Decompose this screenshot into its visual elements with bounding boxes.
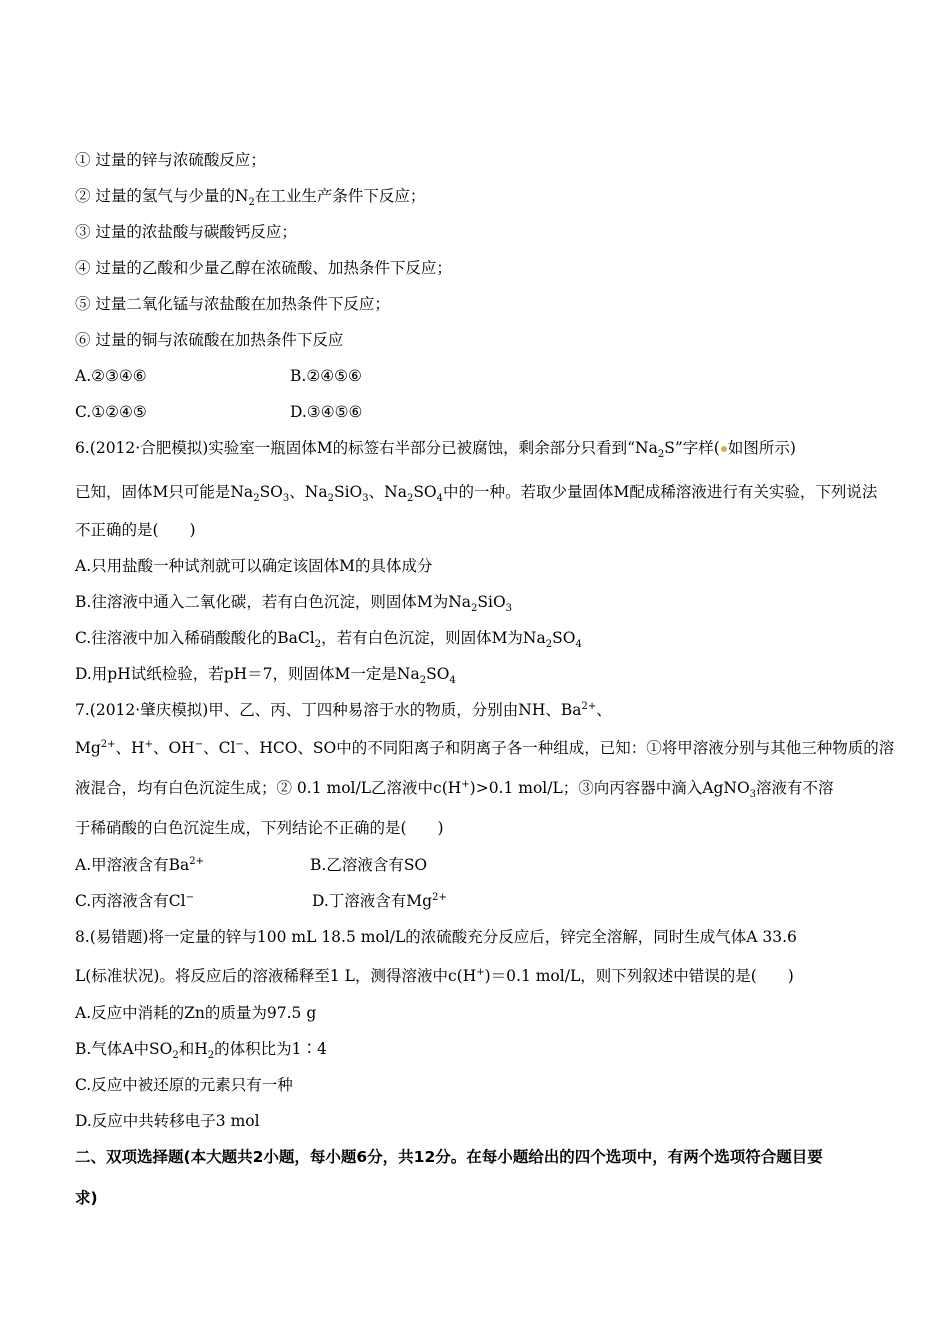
q8-stem-line1: 8.(易错题)将一定量的锌与100 mL 18.5 mol/L的浓硫酸充分反应后，锌完全溶解，同时生成气体A 33.6 (75, 928, 797, 946)
q5-option-a: A.②③④⑥ (75, 367, 147, 385)
q7-stem-line2: $Mg^{2+}$、H+、OH−、Cl−、HCO、SO中的不同阳离子和阴离子各一种组成，已知：①将甲溶液分别与其他三种物质的溶 (75, 738, 895, 757)
q7-stem-line1: 7.(2012·肇庆模拟)甲、乙、丙、丁四种易溶于水的物质，分别由NH、$Ba^{2+}$、 (75, 700, 612, 719)
q7-option-a: A.甲溶液含有$Ba^{2+}$ (75, 855, 205, 874)
q6-stem-line3: 不正确的是( ) (75, 521, 196, 539)
q5-option-d: D.③④⑤⑥ (290, 403, 363, 421)
section-heading-line2: 求) (75, 1189, 98, 1207)
q6-option-c: C.往溶液中加入稀硝酸酸化的BaCl$_2$，若有白色沉淀，则固体M为$Na_2SO_4$ (75, 629, 582, 651)
list-item-5: ⑤ 过量二氧化锰与浓盐酸在加热条件下反应； (75, 295, 390, 313)
q8-option-c: C.反应中被还原的元素只有一种 (75, 1076, 293, 1094)
q5-options-row2 (75, 402, 875, 422)
q7-option-d: D.丁溶液含有$Mg^{2+}$ (312, 891, 447, 910)
q8-option-d: D.反应中共转移电子3 mol (75, 1112, 260, 1130)
q5-option-c: C.①②④⑤ (75, 403, 147, 421)
q7-options-row1 (75, 855, 875, 875)
list-item-4: ④ 过量的乙酸和少量乙醇在浓硫酸、加热条件下反应； (75, 259, 452, 277)
q5-options-row1 (75, 366, 875, 386)
list-item-1: ① 过量的锌与浓硫酸反应； (75, 151, 266, 169)
q6-option-a: A.只用盐酸一种试剂就可以确定该固体M的具体成分 (75, 557, 433, 575)
q7-stem-line3: 液混合，均有白色沉淀生成；② 0.1 mol/L乙溶液中c(H+)>0.1 mol/L；③向丙容器中滴入AgNO$_3$溶液有不溶 (75, 778, 834, 801)
list-item-6: ⑥ 过量的铜与浓硫酸在加热条件下反应 (75, 331, 344, 349)
q6-option-d: D.用pH试纸检验，若pH＝7，则固体M一定是$Na_2SO_4$ (75, 665, 456, 687)
list-item-3: ③ 过量的浓盐酸与碳酸钙反应； (75, 223, 297, 241)
q6-stem-line2: 已知，固体M只可能是$Na_2SO_3$、$Na_2SiO_3$、$Na_2SO_4$中的一种。若取少量固体M配成稀溶液进行有关实验，下列说法 (75, 483, 878, 505)
q8-option-b: B.气体A中$SO_2$和$H_2$的体积比为1∶4 (75, 1040, 327, 1062)
annotation-marker-icon (721, 446, 727, 452)
q7-option-b: B.乙溶液含有SO (310, 856, 428, 874)
q7-option-c: C.丙溶液含有Cl− (75, 891, 194, 910)
q8-stem-line2: L(标准状况)。将反应后的溶液稀释至1 L，测得溶液中c(H+)＝0.1 mol/L，则下列叙述中错误的是( ) (75, 966, 794, 985)
q7-stem-line4: 于稀硝酸的白色沉淀生成，下列结论不正确的是( ) (75, 819, 444, 837)
q5-option-b: B.②④⑤⑥ (290, 367, 362, 385)
q7-options-row2 (75, 891, 875, 911)
list-item-2: ② 过量的氢气与少量的$N_2$在工业生产条件下反应； (75, 187, 426, 209)
q8-option-a: A.反应中消耗的Zn的质量为97.5 g (75, 1004, 317, 1022)
q6-option-b: B.往溶液中通入二氧化碳，若有白色沉淀，则固体M为$Na_2SiO_3$ (75, 593, 513, 615)
section-heading-line1: 二、双项选择题(本大题共2小题，每小题6分，共12分。在每小题给出的四个选项中，有两个选项符合题目要 (75, 1148, 823, 1166)
q6-stem-line1: 6.(2012·合肥模拟)实验室一瓶固体M的标签右半部分已被腐蚀，剩余部分只看到“$Na_2S$”字样( 如图所示) (75, 439, 796, 461)
